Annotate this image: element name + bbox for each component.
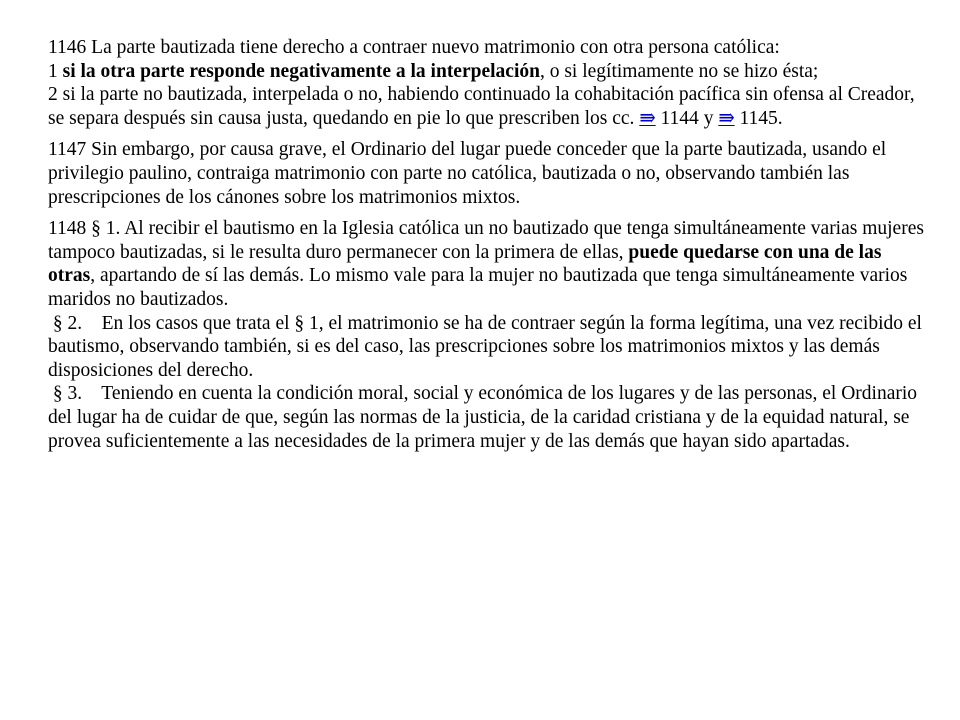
p1-start: 1148 § 1. Al recibir el bautismo en la Iglesia católica un no bautizado que tenga simultáneamente varias mujeres tampoco bautizadas, si le resulta duro permanecer con la primera de ellas, xyxy=(48,218,924,263)
document-body xyxy=(48,36,928,453)
p1-end: , apartando de sí las demás. Lo mismo vale para la mujer no bautizada que tenga simultáneamente varios maridos no bautizados. xyxy=(48,265,908,310)
ref-1145-number: 1145. xyxy=(734,107,783,129)
item-1-bold-text: si la otra parte responde negativamente a la interpelación xyxy=(62,60,540,82)
ref-1145-link[interactable] xyxy=(718,108,734,129)
canon-1148-paragraph-3: § 3. Teniendo en cuenta la condición moral, social y económica de los lugares y de las personas, el Ordinario del lugar ha de cuidar de que, según las normas de la justicia, de la caridad cristiana y de la equidad natural, se provea suficientemente a las necesidades de la primera mujer y de las demás que hayan sido apartadas. xyxy=(48,383,922,452)
canon-1146-item-2 xyxy=(48,84,915,129)
ref-1144-link[interactable] xyxy=(639,108,655,129)
canon-1148 xyxy=(48,217,928,453)
ref-1144-number: 1144 xyxy=(655,107,699,129)
canon-1146-item-1 xyxy=(48,61,818,82)
canon-1146-intro: 1146 La parte bautizada tiene derecho a contraer nuevo matrimonio con otra persona católica: xyxy=(48,37,780,58)
ref-conjunction: y xyxy=(698,107,719,129)
canon-1147-text: 1147 Sin embargo, por causa grave, el Ordinario del lugar puede conceder que la parte bautizada, usando el privilegio paulino, contraiga matrimonio con parte no católica, bautizada o no, observando también las prescripciones de los cánones sobre los matrimonios mixtos. xyxy=(48,139,887,208)
ref-arrow-icon: ⇛ xyxy=(639,107,656,129)
canon-1147 xyxy=(48,138,928,209)
p1-bold-text: puede quedarse con una de las otras xyxy=(48,241,882,287)
ref-arrow-icon: ⇛ xyxy=(718,107,735,129)
item-1-number: 1 xyxy=(48,60,63,82)
canon-1146 xyxy=(48,36,928,130)
item-2-text: 2 si la parte no bautizada, interpelada o no, habiendo continuado la cohabitación pacífica sin ofensa al Creador, se separa después sin causa justa, quedando en pie lo que prescriben los cc. xyxy=(48,84,915,129)
item-1-rest: , o si legítimamente no se hizo ésta; xyxy=(539,60,819,82)
canon-1148-paragraph-1 xyxy=(48,218,924,310)
canon-1148-paragraph-2: § 2. En los casos que trata el § 1, el matrimonio se ha de contraer según la forma legítima, una vez recibido el bautismo, observando también, si es del caso, las prescripciones sobre los matrimonios mixtos y las demás disposiciones del derecho. xyxy=(48,312,927,381)
